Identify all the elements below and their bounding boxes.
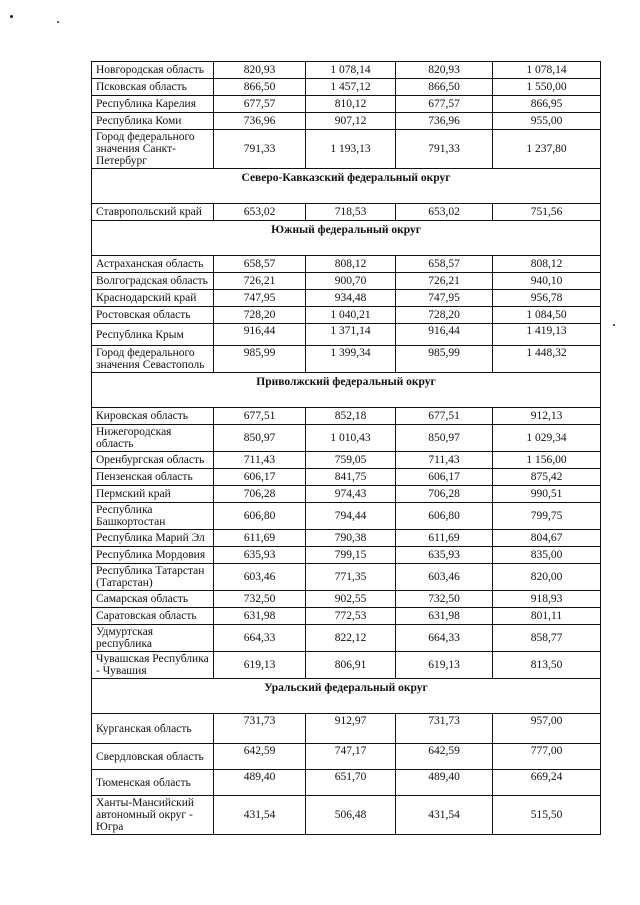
value-cell-v2: 651,70	[306, 770, 396, 796]
value-cell-v1: 736,96	[214, 113, 306, 130]
value-cell-v1: 635,93	[214, 547, 306, 564]
value-cell-v2: 772,53	[306, 608, 396, 625]
value-cell-v3: 916,44	[396, 324, 493, 346]
table-row	[92, 469, 601, 486]
value-cell-v1: 619,13	[214, 652, 306, 679]
value-cell-v4: 801,11	[493, 608, 601, 625]
value-cell-v2: 808,12	[306, 256, 396, 273]
region-name-cell: Город федерального значения Севастополь	[92, 346, 214, 373]
table-row	[92, 770, 601, 796]
value-cell-v1: 732,50	[214, 591, 306, 608]
scan-speck	[57, 21, 59, 23]
value-cell-v4: 918,93	[493, 591, 601, 608]
value-cell-v4: 808,12	[493, 256, 601, 273]
value-cell-v4: 751,56	[493, 204, 601, 221]
table-row	[92, 62, 601, 79]
table-row	[92, 113, 601, 130]
value-cell-v3: 653,02	[396, 204, 493, 221]
value-cell-v1: 726,21	[214, 273, 306, 290]
table-row	[92, 714, 601, 744]
value-cell-v2: 1 371,14	[306, 324, 396, 346]
value-cell-v4: 1 550,00	[493, 79, 601, 96]
value-cell-v3: 677,57	[396, 96, 493, 113]
value-cell-v2: 912,97	[306, 714, 396, 744]
table-row	[92, 486, 601, 503]
district-heading: Уральский федеральный округ	[92, 679, 601, 714]
value-cell-v3: 726,21	[396, 273, 493, 290]
region-name-cell: Новгородская область	[92, 62, 214, 79]
region-name-cell: Тюменская область	[92, 770, 214, 796]
value-cell-v4: 866,95	[493, 96, 601, 113]
value-cell-v4: 835,00	[493, 547, 601, 564]
value-cell-v1: 985,99	[214, 346, 306, 373]
value-cell-v3: 866,50	[396, 79, 493, 96]
table-row	[92, 530, 601, 547]
value-cell-v2: 822,12	[306, 625, 396, 652]
value-cell-v1: 747,95	[214, 290, 306, 307]
value-cell-v1: 728,20	[214, 307, 306, 324]
value-cell-v2: 506,48	[306, 796, 396, 835]
value-cell-v3: 731,73	[396, 714, 493, 744]
value-cell-v2: 799,15	[306, 547, 396, 564]
value-cell-v2: 1 040,21	[306, 307, 396, 324]
value-cell-v3: 635,93	[396, 547, 493, 564]
table-row	[92, 324, 601, 346]
value-cell-v1: 677,51	[214, 408, 306, 425]
scan-speck	[10, 15, 13, 18]
value-cell-v3: 631,98	[396, 608, 493, 625]
table-row	[92, 564, 601, 591]
value-cell-v1: 916,44	[214, 324, 306, 346]
value-cell-v3: 606,17	[396, 469, 493, 486]
value-cell-v3: 606,80	[396, 503, 493, 530]
value-cell-v2: 1 010,43	[306, 425, 396, 452]
region-name-cell: Ханты-Мансийский автономный округ - Югра	[92, 796, 214, 835]
tariff-table	[91, 61, 601, 835]
region-name-cell: Республика Татарстан (Татарстан)	[92, 564, 214, 591]
region-name-cell: Республика Башкортостан	[92, 503, 214, 530]
region-name-cell: Город федерального значения Санкт-Петербург	[92, 130, 214, 169]
value-cell-v4: 820,00	[493, 564, 601, 591]
value-cell-v1: 850,97	[214, 425, 306, 452]
district-heading-row	[92, 169, 601, 204]
value-cell-v1: 706,28	[214, 486, 306, 503]
table-row	[92, 547, 601, 564]
value-cell-v4: 1 419,13	[493, 324, 601, 346]
value-cell-v1: 642,59	[214, 744, 306, 770]
value-cell-v2: 747,17	[306, 744, 396, 770]
value-cell-v4: 990,51	[493, 486, 601, 503]
value-cell-v4: 813,50	[493, 652, 601, 679]
value-cell-v3: 850,97	[396, 425, 493, 452]
value-cell-v1: 820,93	[214, 62, 306, 79]
region-name-cell: Астраханская область	[92, 256, 214, 273]
table-row	[92, 503, 601, 530]
value-cell-v3: 642,59	[396, 744, 493, 770]
value-cell-v4: 875,42	[493, 469, 601, 486]
district-heading-row	[92, 679, 601, 714]
value-cell-v1: 866,50	[214, 79, 306, 96]
table-row	[92, 452, 601, 469]
region-name-cell: Саратовская область	[92, 608, 214, 625]
value-cell-v1: 489,40	[214, 770, 306, 796]
value-cell-v2: 806,91	[306, 652, 396, 679]
value-cell-v4: 804,67	[493, 530, 601, 547]
region-name-cell: Пензенская область	[92, 469, 214, 486]
region-name-cell: Нижегородская область	[92, 425, 214, 452]
value-cell-v2: 907,12	[306, 113, 396, 130]
value-cell-v4: 858,77	[493, 625, 601, 652]
value-cell-v4: 1 448,32	[493, 346, 601, 373]
value-cell-v3: 489,40	[396, 770, 493, 796]
value-cell-v3: 664,33	[396, 625, 493, 652]
district-heading-row	[92, 221, 601, 256]
region-name-cell: Курганская область	[92, 714, 214, 744]
table-row	[92, 273, 601, 290]
value-cell-v2: 934,48	[306, 290, 396, 307]
table-row	[92, 625, 601, 652]
value-cell-v1: 664,33	[214, 625, 306, 652]
region-name-cell: Республика Коми	[92, 113, 214, 130]
value-cell-v4: 912,13	[493, 408, 601, 425]
district-heading: Северо-Кавказский федеральный округ	[92, 169, 601, 204]
value-cell-v2: 794,44	[306, 503, 396, 530]
value-cell-v4: 1 078,14	[493, 62, 601, 79]
table-row	[92, 425, 601, 452]
value-cell-v3: 711,43	[396, 452, 493, 469]
value-cell-v3: 706,28	[396, 486, 493, 503]
value-cell-v2: 1 078,14	[306, 62, 396, 79]
table-row	[92, 130, 601, 169]
region-name-cell: Самарская область	[92, 591, 214, 608]
value-cell-v1: 611,69	[214, 530, 306, 547]
value-cell-v1: 658,57	[214, 256, 306, 273]
value-cell-v3: 677,51	[396, 408, 493, 425]
value-cell-v4: 1 084,50	[493, 307, 601, 324]
table-body	[92, 62, 601, 835]
value-cell-v2: 900,70	[306, 273, 396, 290]
table-row	[92, 79, 601, 96]
region-name-cell: Пермский край	[92, 486, 214, 503]
table-row	[92, 96, 601, 113]
value-cell-v2: 1 457,12	[306, 79, 396, 96]
value-cell-v4: 669,24	[493, 770, 601, 796]
scan-speck	[613, 324, 615, 326]
value-cell-v4: 799,75	[493, 503, 601, 530]
value-cell-v1: 606,80	[214, 503, 306, 530]
region-name-cell: Чувашская Республика - Чувашия	[92, 652, 214, 679]
region-name-cell: Волгоградская область	[92, 273, 214, 290]
value-cell-v4: 957,00	[493, 714, 601, 744]
region-name-cell: Псковская область	[92, 79, 214, 96]
value-cell-v4: 955,00	[493, 113, 601, 130]
value-cell-v2: 1 399,34	[306, 346, 396, 373]
district-heading-row	[92, 373, 601, 408]
region-name-cell: Свердловская область	[92, 744, 214, 770]
table-row	[92, 346, 601, 373]
value-cell-v1: 631,98	[214, 608, 306, 625]
value-cell-v2: 790,38	[306, 530, 396, 547]
value-cell-v1: 711,43	[214, 452, 306, 469]
table-row	[92, 256, 601, 273]
value-cell-v4: 1 029,34	[493, 425, 601, 452]
value-cell-v3: 619,13	[396, 652, 493, 679]
table-row	[92, 652, 601, 679]
value-cell-v2: 810,12	[306, 96, 396, 113]
value-cell-v1: 653,02	[214, 204, 306, 221]
value-cell-v3: 728,20	[396, 307, 493, 324]
district-heading: Южный федеральный округ	[92, 221, 601, 256]
value-cell-v2: 1 193,13	[306, 130, 396, 169]
table-row	[92, 290, 601, 307]
table-row	[92, 744, 601, 770]
value-cell-v3: 732,50	[396, 591, 493, 608]
table-row	[92, 796, 601, 835]
value-cell-v4: 956,78	[493, 290, 601, 307]
value-cell-v4: 1 156,00	[493, 452, 601, 469]
region-name-cell: Краснодарский край	[92, 290, 214, 307]
value-cell-v1: 431,54	[214, 796, 306, 835]
value-cell-v4: 515,50	[493, 796, 601, 835]
value-cell-v1: 731,73	[214, 714, 306, 744]
region-name-cell: Кировская область	[92, 408, 214, 425]
value-cell-v2: 852,18	[306, 408, 396, 425]
value-cell-v2: 902,55	[306, 591, 396, 608]
value-cell-v3: 431,54	[396, 796, 493, 835]
table-row	[92, 591, 601, 608]
value-cell-v2: 759,05	[306, 452, 396, 469]
table-row	[92, 307, 601, 324]
region-name-cell: Республика Крым	[92, 324, 214, 346]
value-cell-v3: 820,93	[396, 62, 493, 79]
region-name-cell: Удмуртская республика	[92, 625, 214, 652]
region-name-cell: Республика Мордовия	[92, 547, 214, 564]
value-cell-v4: 777,00	[493, 744, 601, 770]
table-row	[92, 608, 601, 625]
region-name-cell: Ростовская область	[92, 307, 214, 324]
table-row	[92, 408, 601, 425]
value-cell-v3: 985,99	[396, 346, 493, 373]
value-cell-v3: 611,69	[396, 530, 493, 547]
value-cell-v2: 718,53	[306, 204, 396, 221]
value-cell-v3: 791,33	[396, 130, 493, 169]
value-cell-v1: 603,46	[214, 564, 306, 591]
value-cell-v1: 606,17	[214, 469, 306, 486]
value-cell-v2: 974,43	[306, 486, 396, 503]
value-cell-v3: 736,96	[396, 113, 493, 130]
value-cell-v3: 747,95	[396, 290, 493, 307]
district-heading: Приволжский федеральный округ	[92, 373, 601, 408]
region-name-cell: Республика Карелия	[92, 96, 214, 113]
region-name-cell: Ставропольский край	[92, 204, 214, 221]
value-cell-v3: 603,46	[396, 564, 493, 591]
value-cell-v3: 658,57	[396, 256, 493, 273]
region-name-cell: Республика Марий Эл	[92, 530, 214, 547]
region-name-cell: Оренбургская область	[92, 452, 214, 469]
value-cell-v2: 771,35	[306, 564, 396, 591]
value-cell-v1: 791,33	[214, 130, 306, 169]
value-cell-v4: 1 237,80	[493, 130, 601, 169]
value-cell-v4: 940,10	[493, 273, 601, 290]
value-cell-v2: 841,75	[306, 469, 396, 486]
table-row	[92, 204, 601, 221]
value-cell-v1: 677,57	[214, 96, 306, 113]
